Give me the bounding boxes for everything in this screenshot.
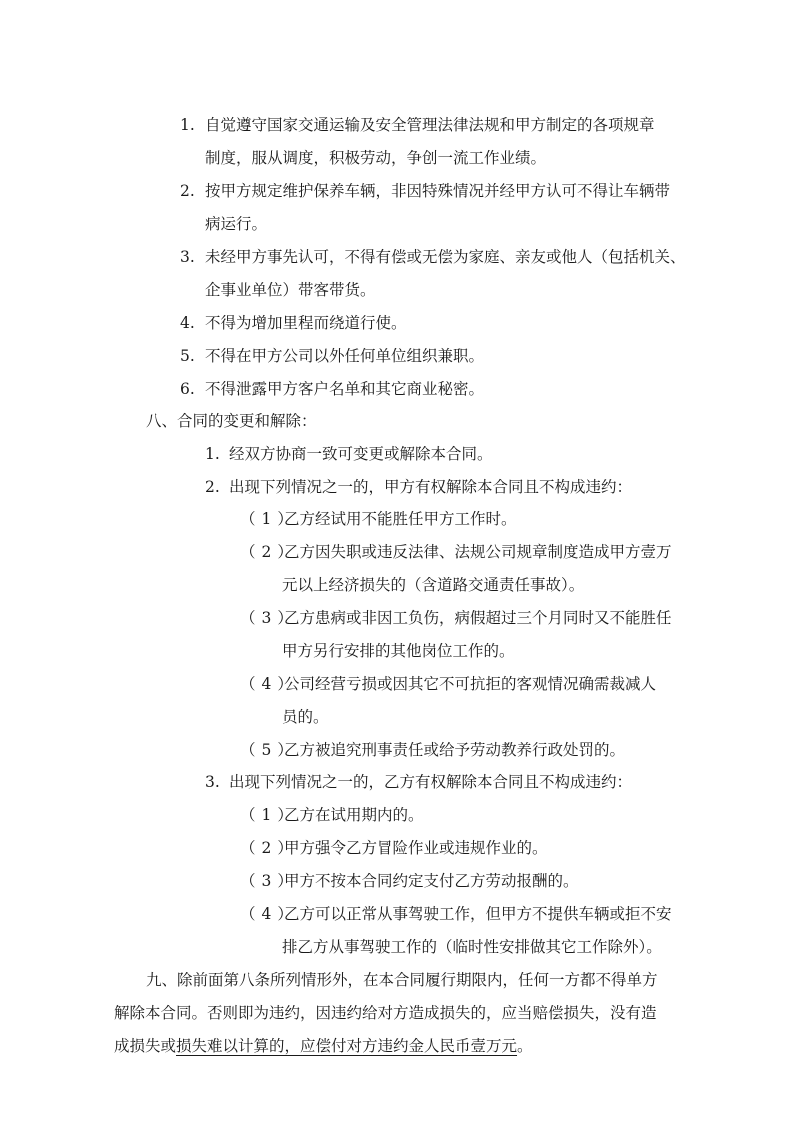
section-9-line-2: 解除本合同。否则即为违约，因违约给对方造成损失的，应当赔偿损失，没有造	[114, 1004, 657, 1022]
section-8-item-1-text: 经双方协商一致可变更或解除本合同。	[229, 445, 493, 463]
duty-4-number: 4.	[180, 314, 195, 332]
duty-6-line-1: 不得泄露甲方客户名单和其它商业秘密。	[205, 380, 485, 398]
item-2-sub-2-line-2: 元以上经济损失的（含道路交通责任事故）。	[282, 576, 585, 594]
duty-5-line-1: 不得在甲方公司以外任何单位组织兼职。	[205, 347, 485, 365]
item-3-sub-2-number: （2）	[240, 839, 299, 857]
duty-3-number: 3.	[180, 248, 195, 266]
item-3-sub-3-number: （3）	[240, 872, 299, 890]
duty-1-number: 1.	[180, 116, 195, 134]
item-3-sub-3-line-1: 甲方不按本合同约定支付乙方劳动报酬的。	[284, 872, 579, 890]
item-3-sub-4-number: （4）	[240, 905, 299, 923]
duty-5-number: 5.	[180, 347, 195, 365]
section-9-line-3-end: 。	[517, 1037, 533, 1055]
item-2-sub-4-number: （4）	[240, 675, 299, 693]
item-2-sub-1-number: （1）	[240, 510, 299, 528]
duty-3-line-1: 未经甲方事先认可，不得有偿或无偿为家庭、亲友或他人（包括机关、	[205, 248, 686, 266]
section-9-line-1: 九、除前面第八条所列情形外，在本合同履行期限内，任何一方都不得单方	[146, 971, 658, 989]
item-3-sub-4-line-2: 排乙方从事驾驶工作的（临时性安排做其它工作除外）。	[282, 938, 662, 956]
section-8-item-2-number: 2.	[205, 478, 220, 496]
duty-4-line-1: 不得为增加里程而绕道行使。	[205, 314, 407, 332]
section-9-line-3	[114, 1035, 533, 1057]
duty-1-line-2: 制度，服从调度，积极劳动，争创一流工作业绩。	[205, 149, 547, 167]
duty-2-line-2: 病运行。	[205, 215, 268, 233]
section-8-item-2-text: 出现下列情况之一的，甲方有权解除本合同且不构成违约：	[229, 478, 633, 496]
item-3-sub-1-line-1: 乙方在试用期内的。	[284, 806, 424, 824]
item-2-sub-4-line-2: 员的。	[282, 708, 329, 726]
duty-1-line-1: 自觉遵守国家交通运输及安全管理法律法规和甲方制定的各项规章	[205, 116, 655, 134]
item-2-sub-2-line-1: 乙方因失职或违反法律、法规公司规章制度造成甲方壹万	[284, 543, 672, 561]
section-9-line-3-start: 成损失或	[114, 1037, 177, 1055]
section-9-underlined-penalty: 损失难以计算的，应偿付对方违约金人民币壹万元	[176, 1037, 518, 1055]
duty-2-number: 2.	[180, 182, 195, 200]
section-8-item-3-number: 3.	[205, 773, 220, 791]
duty-6-number: 6.	[180, 380, 195, 398]
item-2-sub-3-line-2: 甲方另行安排的其他岗位工作的。	[282, 642, 515, 660]
item-2-sub-1-line-1: 乙方经试用不能胜任甲方工作时。	[284, 510, 517, 528]
item-2-sub-5-line-1: 乙方被追究刑事责任或给予劳动教养行政处罚的。	[284, 741, 626, 759]
item-2-sub-5-number: （5）	[240, 741, 299, 759]
item-3-sub-2-line-1: 甲方强令乙方冒险作业或违规作业的。	[284, 839, 548, 857]
item-2-sub-4-line-1: 公司经营亏损或因其它不可抗拒的客观情况确需裁减人	[284, 675, 657, 693]
duty-3-line-2: 企事业单位）带客带货。	[205, 281, 376, 299]
section-8-heading: 八、合同的变更和解除：	[146, 412, 317, 430]
section-8-item-1-number: 1.	[205, 445, 220, 463]
section-8-item-3-text: 出现下列情况之一的，乙方有权解除本合同且不构成违约：	[229, 773, 633, 791]
duty-2-line-1: 按甲方规定维护保养车辆，非因特殊情况并经甲方认可不得让车辆带	[205, 182, 671, 200]
item-3-sub-4-line-1: 乙方可以正常从事驾驶工作，但甲方不提供车辆或拒不安	[284, 905, 672, 923]
item-2-sub-3-number: （3）	[240, 609, 299, 627]
item-3-sub-1-number: （1）	[240, 806, 299, 824]
item-2-sub-2-number: （2）	[240, 543, 299, 561]
item-2-sub-3-line-1: 乙方患病或非因工负伤，病假超过三个月同时又不能胜任	[284, 609, 672, 627]
